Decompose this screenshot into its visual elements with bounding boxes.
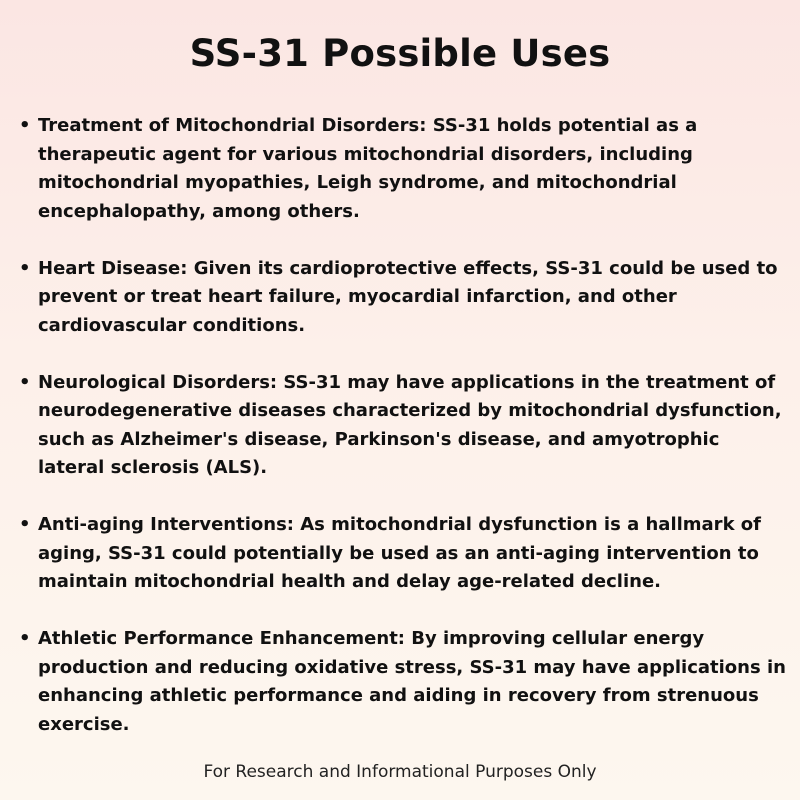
list-item-text: Treatment of Mitochondrial Disorders: SS-31 holds potential as a therapeutic agent for various mitochondrial disorders, including mitochondrial myopathies, Leigh syndrome, and mitochondrial encephalopathy, among others. — [38, 115, 698, 222]
bullet-icon: • — [19, 514, 31, 535]
list-item-mitochondrial-disorders — [19, 112, 786, 226]
page-title: SS-31 Possible Uses — [189, 32, 611, 75]
bullet-icon: • — [19, 371, 31, 393]
list-item-text: Athletic Performance Enhancement: By improving cellular energy production and reducing oxidative stress, SS-31 may have applications in enhancing athletic performance and aiding in recovery from strenuous exercise. — [38, 628, 786, 735]
list-item-athletic-performance — [19, 625, 786, 739]
bullet-icon: • — [19, 257, 31, 279]
footer-disclaimer: For Research and Informational Purposes Only — [203, 762, 597, 782]
list-item-text: Neurological Disorders: SS-31 may have applications in the treatment of neurodegenerative diseases characterized by mitochondrial dysfunction, such as Alzheimer's disease, Parkinson's disease, and amyotrophic lateral sclerosis (ALS). — [38, 371, 782, 478]
list-item-text: Anti-aging Interventions: As mitochondrial dysfunction is a hallmark of aging, SS-31 could potentially be used as an anti-aging intervention to maintain mitochondrial health and delay age-related decline. — [38, 514, 761, 592]
list-item-anti-aging — [19, 511, 786, 597]
list-item-text: Heart Disease: Given its cardioprotective effects, SS-31 could be used to prevent or treat heart failure, myocardial infarction, and other cardiovascular conditions. — [38, 257, 778, 336]
bullet-icon: • — [19, 115, 31, 136]
list-item-neurological-disorders — [19, 369, 786, 483]
bullet-icon: • — [19, 628, 31, 649]
list-item-heart-disease — [19, 255, 786, 341]
uses-list — [19, 112, 786, 768]
